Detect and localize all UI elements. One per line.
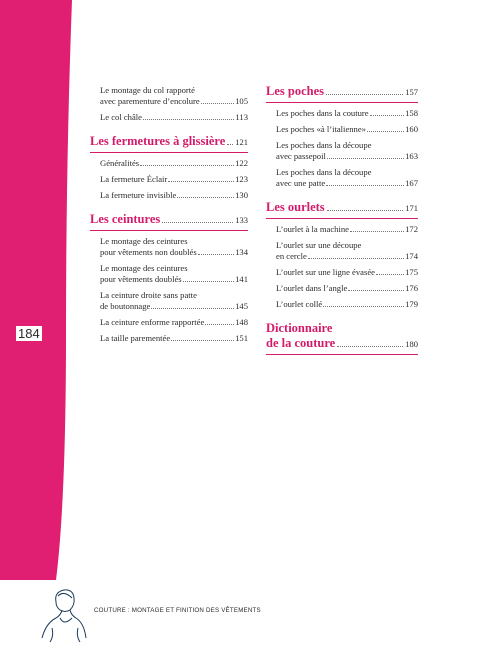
- toc-entry-line: [276, 108, 418, 119]
- toc-entry-text: La ceinture enforme rapportée: [100, 317, 205, 327]
- toc-entry[interactable]: [100, 112, 248, 123]
- toc-page-number: 172: [405, 224, 418, 234]
- section-title-text: Les poches: [266, 84, 324, 98]
- toc-entry-line: [100, 190, 248, 201]
- dot-leader: [327, 158, 404, 159]
- toc-right-column: [266, 84, 418, 355]
- toc-entry-text: Les poches dans la couture: [276, 108, 369, 118]
- toc-entry-text: Les poches dans la découpe: [276, 167, 372, 177]
- toc-entry-text: en cercle: [276, 251, 307, 261]
- dot-leader: [327, 210, 404, 211]
- toc-left-column: [90, 80, 248, 344]
- dot-leader: [326, 185, 404, 186]
- toc-entry-line: [100, 96, 248, 107]
- dot-leader: [205, 324, 234, 325]
- toc-page-number: 176: [405, 283, 418, 293]
- section-title[interactable]: [266, 200, 418, 216]
- toc-entry-text: La fermeture Éclair: [100, 174, 168, 184]
- toc-entry-line: [100, 317, 248, 328]
- toc-page-number: 134: [235, 247, 248, 257]
- section-divider: [266, 102, 418, 103]
- toc-entry-text: Généralités: [100, 158, 140, 168]
- toc-page-number: 175: [405, 267, 418, 277]
- dot-leader: [326, 94, 403, 95]
- toc-entry[interactable]: [100, 158, 248, 169]
- section-page-number: 171: [405, 203, 418, 213]
- toc-page-number: 145: [235, 301, 248, 311]
- toc-entry[interactable]: [276, 108, 418, 119]
- toc-entry-text: Le col châle: [100, 112, 142, 122]
- toc-entry-line: [100, 174, 248, 185]
- toc-page-number: 167: [405, 178, 418, 188]
- toc-entry[interactable]: [100, 85, 248, 107]
- dot-leader: [348, 290, 404, 291]
- toc-entry-line: [276, 178, 418, 189]
- section-divider: [90, 230, 248, 231]
- toc-page-number: 158: [405, 108, 418, 118]
- toc-entry-line: [276, 283, 418, 294]
- dot-leader: [198, 254, 234, 255]
- dot-leader: [323, 306, 404, 307]
- toc-entry-text: Les poches «à l’italienne»: [276, 124, 366, 134]
- toc-entry[interactable]: [100, 190, 248, 201]
- toc-entry[interactable]: [276, 167, 418, 189]
- toc-page-number: 130: [235, 190, 248, 200]
- toc-entry[interactable]: [100, 174, 248, 185]
- dot-leader: [183, 281, 234, 282]
- toc-entry-text: avec parementure d’encolure: [100, 96, 200, 106]
- toc-page-number: 160: [405, 124, 418, 134]
- toc-entry-text: Les poches dans la découpe: [276, 140, 372, 150]
- toc-entry-text: L’ourlet collé: [276, 299, 323, 309]
- section-title-text: Les ceintures: [90, 212, 161, 226]
- toc-entry[interactable]: [276, 267, 418, 278]
- section-divider: [266, 354, 418, 355]
- toc-entry[interactable]: [100, 263, 248, 285]
- dot-leader: [140, 165, 234, 166]
- toc-entry[interactable]: [276, 224, 418, 235]
- toc-page-number: 105: [235, 96, 248, 106]
- toc-page-number: 123: [235, 174, 248, 184]
- toc-entry[interactable]: [276, 283, 418, 294]
- toc-entry-text: La taille parementée: [100, 333, 171, 343]
- toc-page-number: 163: [405, 151, 418, 161]
- toc-entry-text: Le montage du col rapporté: [100, 85, 195, 95]
- toc-entry[interactable]: [276, 124, 418, 135]
- dictionary-title-line2: [266, 336, 418, 352]
- toc-entry-text: La ceinture droite sans patte: [100, 290, 197, 300]
- toc-entry-line: [100, 301, 248, 312]
- toc-page-number: 174: [405, 251, 418, 261]
- dot-leader: [177, 197, 234, 198]
- spacer: [90, 201, 248, 212]
- dot-leader: [308, 258, 404, 259]
- section-title-text: Les ourlets: [266, 200, 325, 214]
- toc-page-number: 113: [235, 112, 248, 122]
- toc-entry-text: Le montage des ceintures: [100, 263, 188, 273]
- dot-leader: [143, 119, 234, 120]
- dot-leader: [162, 222, 233, 223]
- toc-entry-line: [276, 224, 418, 235]
- dot-leader: [201, 103, 234, 104]
- toc-page-number: 122: [235, 158, 248, 168]
- toc-entry-text: L’ourlet sur une ligne évasée: [276, 267, 375, 277]
- toc-entry-text: L’ourlet dans l’angle: [276, 283, 348, 293]
- spacer: [266, 310, 418, 321]
- toc-page-number: 179: [405, 299, 418, 309]
- toc-entry-line: [276, 251, 418, 262]
- toc-entry-text: L’ourlet à la machine: [276, 224, 349, 234]
- section-page-number: 121: [235, 137, 248, 147]
- dot-leader: [337, 346, 403, 347]
- dot-leader: [376, 274, 404, 275]
- toc-entry-line: [100, 274, 248, 285]
- toc-entry-line: [100, 247, 248, 258]
- dot-leader: [370, 115, 405, 116]
- dot-leader: [350, 231, 404, 232]
- spacer: [266, 189, 418, 200]
- section-divider: [90, 152, 248, 153]
- toc-entry-text: Le montage des ceintures: [100, 236, 188, 246]
- toc-entry[interactable]: [276, 299, 418, 310]
- toc-entry-text: pour vêtements doublés: [100, 274, 182, 284]
- section-title[interactable]: [90, 134, 248, 150]
- footer-book-title: COUTURE : MONTAGE ET FINITION DES VÊTEMENTS: [94, 607, 261, 614]
- toc-page-number: 141: [235, 274, 248, 284]
- toc-entry-line: [100, 112, 248, 123]
- section-title[interactable]: [90, 212, 248, 228]
- section-page-number: 133: [235, 215, 248, 225]
- toc-entry-line: [100, 158, 248, 169]
- toc-entry[interactable]: [276, 240, 418, 262]
- section-divider: [266, 218, 418, 219]
- dot-leader: [151, 308, 234, 309]
- toc-entry-line: [276, 299, 418, 310]
- section-title-text: Les fermetures à glissière: [90, 134, 226, 148]
- toc-entry[interactable]: [100, 236, 248, 258]
- toc-entry-line: [276, 124, 418, 135]
- dot-leader: [367, 131, 404, 132]
- toc-page-number: 148: [235, 317, 248, 327]
- toc-entry-text: pour vêtements non doublés: [100, 247, 197, 257]
- toc-entry[interactable]: [100, 333, 248, 344]
- toc-entry-text: avec une patte: [276, 178, 326, 188]
- page-number: 184: [18, 326, 40, 341]
- dictionary-title-text: de la couture: [266, 336, 336, 350]
- toc-entry-text: de boutonnage: [100, 301, 151, 311]
- toc-entry-text: avec passepoil: [276, 151, 326, 161]
- seamstress-illustration: [34, 584, 90, 644]
- dot-leader: [227, 144, 233, 145]
- spacer: [90, 123, 248, 134]
- section-page-number: 157: [405, 87, 418, 97]
- toc-entry-line: [100, 333, 248, 344]
- toc-page-number: 151: [235, 333, 248, 343]
- toc-entry[interactable]: [100, 290, 248, 312]
- toc-entry-line: [276, 151, 418, 162]
- dictionary-title-line1: Dictionnaire: [266, 321, 333, 335]
- dot-leader: [168, 181, 234, 182]
- section-title[interactable]: [266, 84, 418, 100]
- dictionary-title[interactable]: [266, 321, 418, 352]
- toc-entry[interactable]: [100, 317, 248, 328]
- toc-entry-text: La fermeture invisible: [100, 190, 177, 200]
- toc-entry-text: L’ourlet sur une découpe: [276, 240, 362, 250]
- dictionary-page-number: 180: [405, 339, 418, 349]
- dot-leader: [171, 340, 234, 341]
- toc-entry-line: [276, 267, 418, 278]
- toc-entry[interactable]: [276, 140, 418, 162]
